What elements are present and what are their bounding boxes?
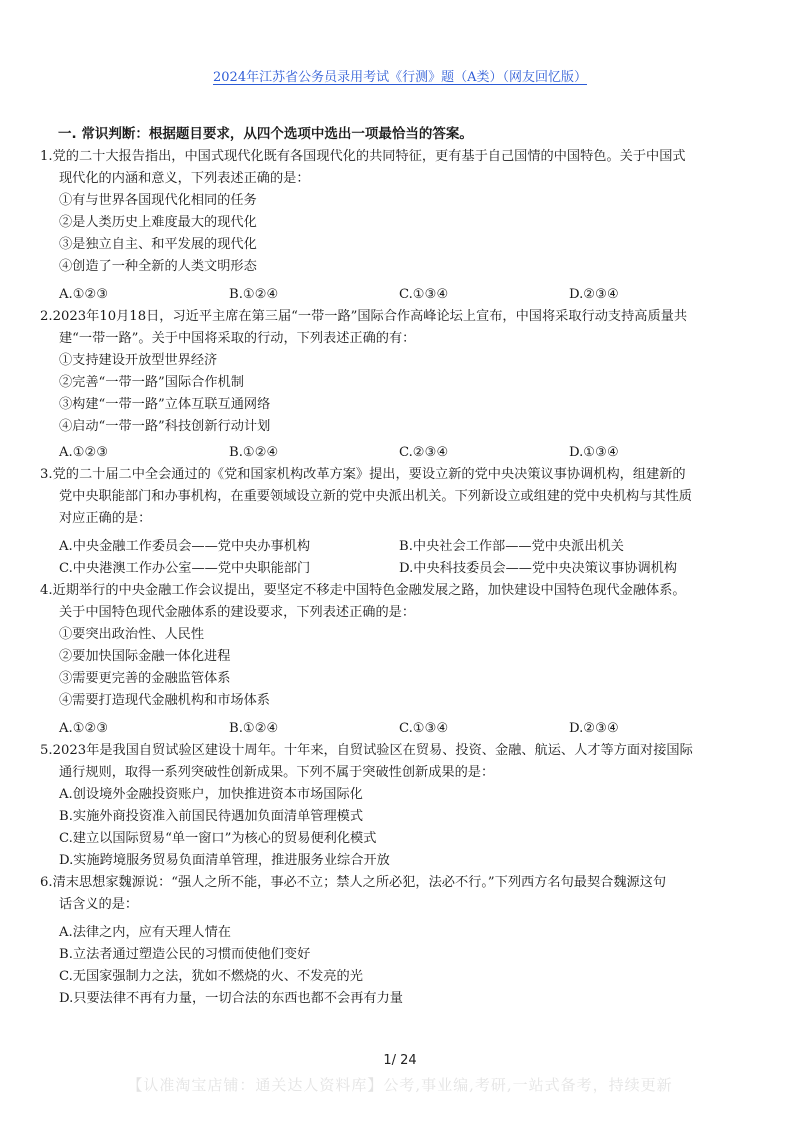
option-b[interactable]: B.①②④	[229, 721, 279, 736]
question-stem: 1.党的二十大报告指出，中国式现代化既有各国现代化的共同特征，更有基于自己国情的中国特色。关于中国式	[40, 149, 686, 164]
option-d[interactable]: D.只要法律不再有力量，一切合法的东西也都不会再有力量	[59, 991, 403, 1006]
question-6	[40, 872, 762, 1010]
document-title: 2024年江苏省公务员录用考试《行测》题（A类）（网友回忆版）	[213, 70, 587, 85]
question-stem: 3.党的二十届二中全会通过的《党和国家机构改革方案》提出，要设立新的党中央决策议事协调机构，组建新的	[40, 467, 686, 482]
option-a[interactable]: A.①②③	[59, 445, 109, 460]
question-1	[40, 146, 762, 306]
answer-options	[40, 284, 762, 306]
option-d[interactable]: D.中央科技委员会——党中央决策议事协调机构	[399, 561, 678, 576]
statement-item: ④启动“一带一路”科技创新行动计划	[59, 419, 271, 434]
answer-options	[40, 442, 762, 464]
question-stem: 现代化的内涵和意义，下列表述正确的是：	[59, 171, 310, 186]
question-stem: 6.清末思想家魏源说：“强人之所不能，事必不立；禁人之所必犯，法必不行。”下列西方名句最契合魏源这句	[40, 875, 667, 890]
section-heading: 一. 常识判断：根据题目要求，从四个选项中选出一项最恰当的答案。	[58, 126, 473, 142]
question-stem: 话含义的是：	[59, 897, 139, 912]
question-stem: 建“一带一路”。关于中国将采取的行动，下列表述正确的有：	[59, 331, 416, 346]
statement-item: ②完善“一带一路”国际合作机制	[59, 375, 244, 390]
statement-item: ②是人类历史上难度最大的现代化	[59, 215, 257, 230]
statement-item: ①要突出政治性、人民性	[59, 627, 205, 642]
option-b[interactable]: B.中央社会工作部——党中央派出机关	[399, 539, 624, 554]
question-stem: 4.近期举行的中央金融工作会议提出，要坚定不移走中国特色金融发展之路，加快建设中国特色现代金融体系。	[40, 583, 686, 598]
question-stem: 对应正确的是：	[59, 511, 152, 526]
question-stem: 通行规则，取得一系列突破性创新成果。下列不属于突破性创新成果的是：	[59, 765, 495, 780]
statement-item: ③构建“一带一路”立体互联互通网络	[59, 397, 271, 412]
question-stem: 党中央职能部门和办事机构，在重要领域设立新的党中央派出机关。下列新设立或组建的党中央机构与其性质	[59, 489, 692, 504]
option-a[interactable]: A.中央金融工作委员会——党中央办事机构	[59, 539, 311, 554]
answer-options	[40, 536, 762, 558]
option-a[interactable]: A.创设境外金融投资账户，加快推进资本市场国际化	[59, 787, 363, 802]
option-d[interactable]: D.②③④	[569, 721, 619, 736]
option-d[interactable]: D.②③④	[569, 287, 619, 302]
option-b[interactable]: B.立法者通过塑造公民的习惯而使他们变好	[59, 947, 311, 962]
statement-item: ④创造了一种全新的人类文明形态	[59, 259, 257, 274]
statement-item: ③需要更完善的金融监管体系	[59, 671, 231, 686]
question-list	[40, 146, 762, 1010]
option-c[interactable]: C.中央港澳工作办公室——党中央职能部门	[59, 561, 311, 576]
question-3	[40, 464, 762, 580]
option-c[interactable]: C.②③④	[399, 445, 449, 460]
statement-item: ①有与世界各国现代化相同的任务	[59, 193, 257, 208]
statement-item: ③是独立自主、和平发展的现代化	[59, 237, 257, 252]
option-a[interactable]: A.法律之内，应有天理人情在	[59, 925, 231, 940]
option-a[interactable]: A.①②③	[59, 721, 109, 736]
statement-item: ②要加快国际金融一体化进程	[59, 649, 231, 664]
question-stem: 关于中国特色现代金融体系的建设要求，下列表述正确的是：	[59, 605, 416, 620]
question-stem: 2.2023年10月18日，习近平主席在第三届“一带一路”国际合作高峰论坛上宣布，中国将采取行动支持高质量共	[40, 309, 688, 324]
option-c[interactable]: C.无国家强制力之法，犹如不燃烧的火、不发亮的光	[59, 969, 363, 984]
option-b[interactable]: B.实施外商投资准入前国民待遇加负面清单管理模式	[59, 809, 364, 824]
answer-options	[40, 558, 762, 580]
answer-options	[40, 718, 762, 740]
option-a[interactable]: A.①②③	[59, 287, 109, 302]
watermark-text: 【认准淘宝店铺：通关达人资料库】公考,事业编,考研,一站式备考，持续更新	[127, 1076, 673, 1094]
question-stem: 5.2023年是我国自贸试验区建设十周年。十年来，自贸试验区在贸易、投资、金融、航运、人才等方面对接国际	[40, 743, 693, 758]
statement-item: ①支持建设开放型世界经济	[59, 353, 218, 368]
statement-item: ④需要打造现代金融机构和市场体系	[59, 693, 270, 708]
option-c[interactable]: C.建立以国际贸易“单一窗口”为核心的贸易便利化模式	[59, 831, 377, 846]
question-5	[40, 740, 762, 872]
question-4	[40, 580, 762, 740]
page-number: 1/ 24	[383, 1053, 417, 1068]
option-c[interactable]: C.①③④	[399, 721, 449, 736]
option-d[interactable]: D.①③④	[569, 445, 619, 460]
option-d[interactable]: D.实施跨境服务贸易负面清单管理，推进服务业综合开放	[59, 853, 390, 868]
question-2	[40, 306, 762, 464]
option-c[interactable]: C.①③④	[399, 287, 449, 302]
option-b[interactable]: B.①②④	[229, 287, 279, 302]
option-b[interactable]: B.①②④	[229, 445, 279, 460]
